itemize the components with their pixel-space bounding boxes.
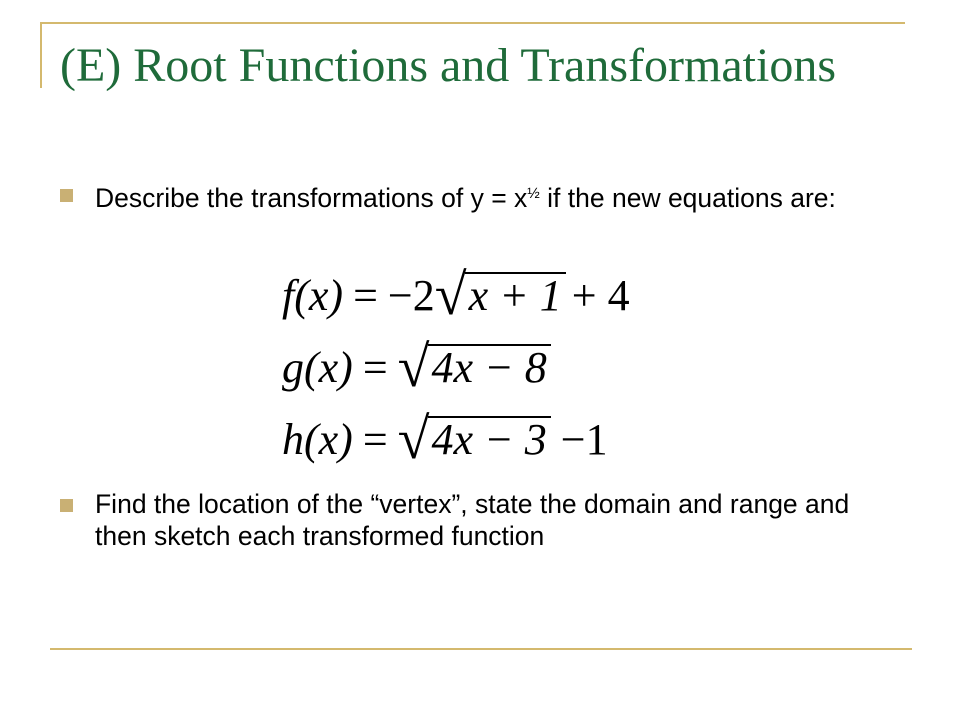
equation-f-radicand: x + 1 (465, 272, 566, 318)
equation-h-equals: = (362, 415, 388, 465)
left-rule (40, 22, 42, 88)
equation-g (282, 334, 551, 399)
equation-f-coefficient: −2 (387, 271, 435, 321)
equation-h (282, 406, 608, 471)
bullet-text-find: Find the location of the “vertex”, state the domain and range and then sketch each transformed function (95, 489, 850, 551)
equation-f-equals: = (353, 271, 378, 321)
equation-h-radicand: 4x − 3 (428, 416, 551, 462)
square-root-icon: √ (397, 406, 430, 471)
equation-g-equals: = (362, 343, 388, 393)
equation-h-radical (397, 406, 551, 471)
equation-g-radical (397, 334, 551, 399)
equation-f-lhs: f(x) (282, 271, 344, 321)
equation-f (282, 262, 630, 327)
exponent-half: ½ (527, 185, 540, 202)
bullet1-text-after: if the new equations are: (539, 183, 836, 213)
equation-h-tail: −1 (560, 415, 608, 465)
top-rule (40, 22, 905, 24)
slide-title: (E) Root Functions and Transformations (60, 39, 836, 92)
equation-g-lhs: g(x) (282, 343, 353, 393)
equation-f-radical (434, 262, 566, 327)
bottom-rule (50, 648, 912, 650)
bullet1-text-before: Describe the transformations of y = x (95, 183, 528, 213)
equation-f-tail: + 4 (571, 271, 630, 321)
bullet-text-describe (95, 178, 855, 214)
square-root-icon: √ (434, 262, 467, 327)
square-root-icon: √ (397, 334, 430, 399)
bullet-square-icon (60, 189, 73, 202)
equation-h-lhs: h(x) (282, 415, 353, 465)
equation-g-radicand: 4x − 8 (428, 344, 551, 390)
bullet-square-icon (60, 499, 73, 512)
